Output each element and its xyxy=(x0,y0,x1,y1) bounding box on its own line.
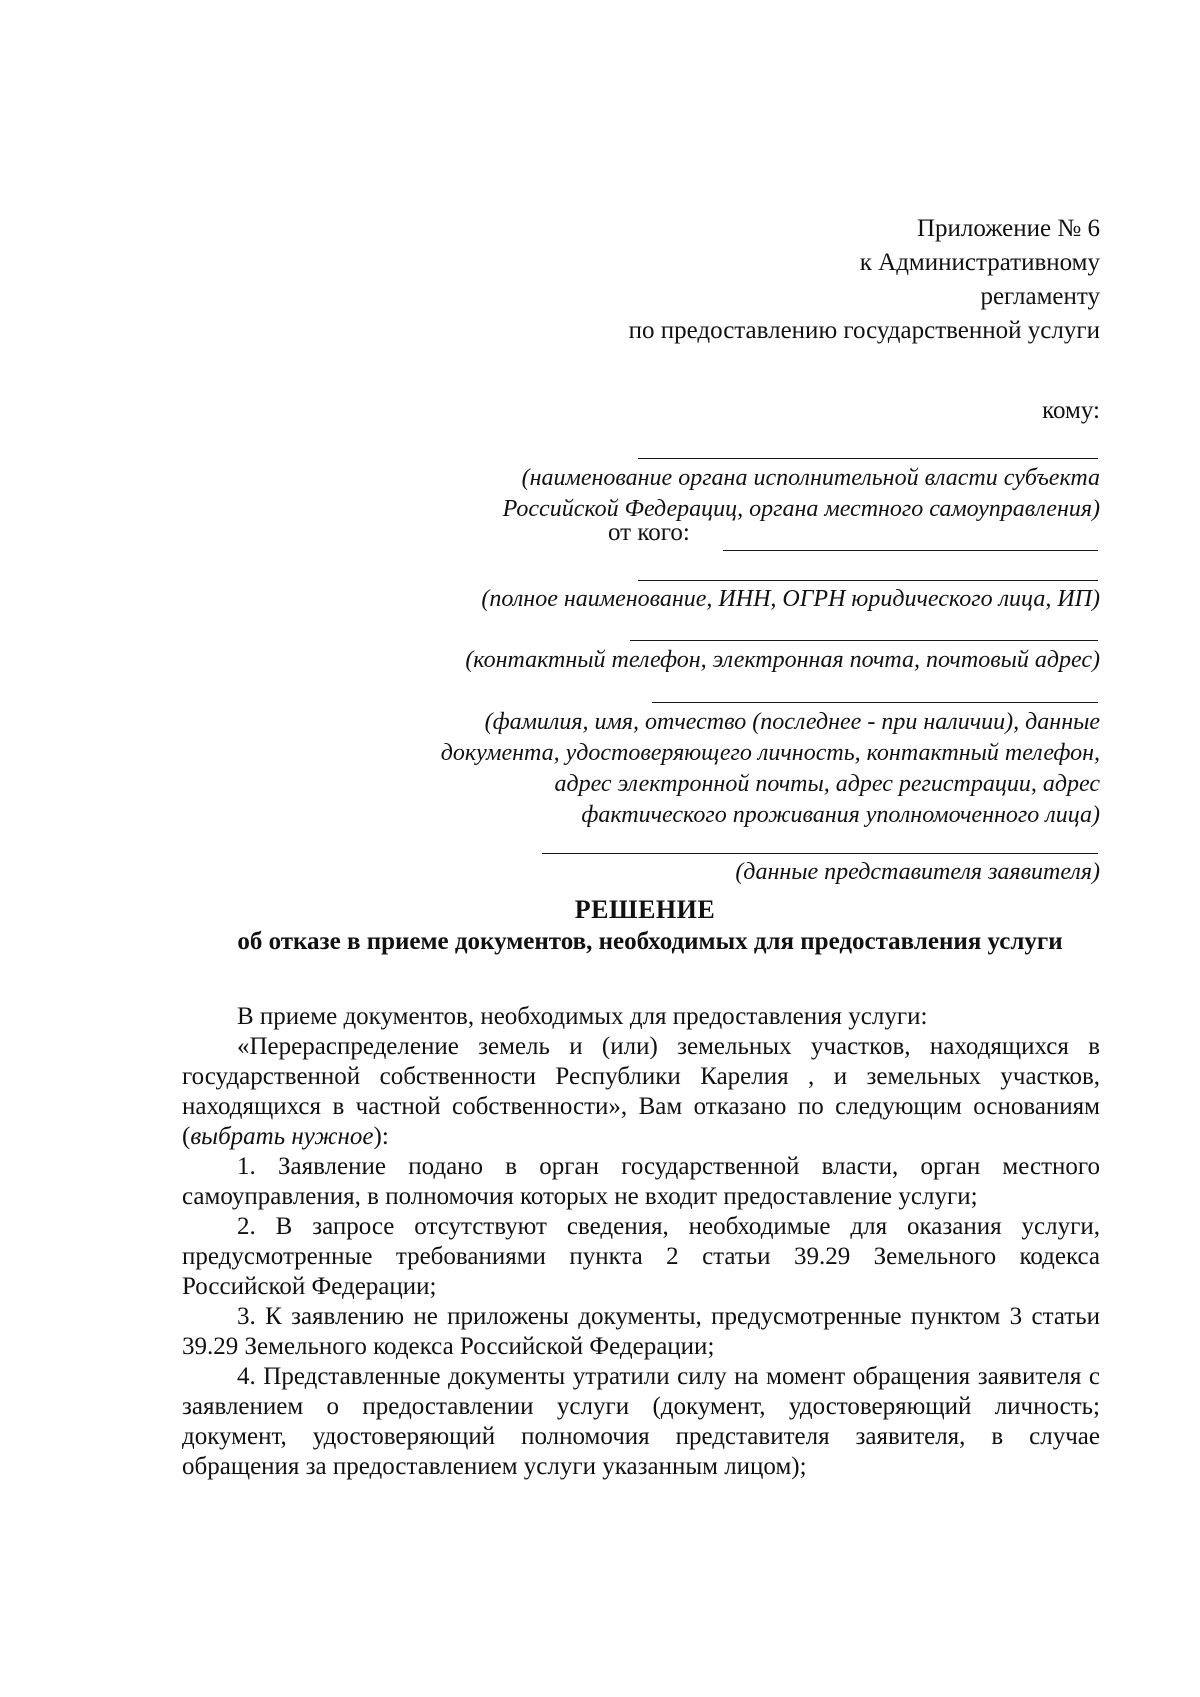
to-caption-line-2: Российской Федерациц, органа местного самоуправления) xyxy=(502,496,1100,522)
decision-body xyxy=(182,1002,1100,1482)
appendix-header xyxy=(540,212,1100,348)
person-caption-line-4: фактического проживания уполномоченного лица) xyxy=(581,802,1100,828)
person-blank-line xyxy=(652,702,1098,703)
reason-2: 2. В запросе отсутствуют сведения, необходимые для оказания услуги, предусмотренные требованиями пункта 2 статьи 39.29 Земельного кодекса Российской Федерации; xyxy=(182,1213,1100,1300)
reason-3: 3. К заявлению не приложены документы, предусмотренные пунктом 3 статьи 39.29 Земельного кодекса Российской Федерации; xyxy=(182,1303,1100,1360)
decision-subtitle: об отказе в приеме документов, необходимых для предоставления услуги xyxy=(237,928,1063,955)
contact-blank-line xyxy=(630,640,1098,641)
person-caption-line-2: документа, удостоверяющего личность, контактный телефон, xyxy=(440,740,1100,766)
from-caption-legal: (полное наименование, ИНН, ОГРН юридического лица, ИП) xyxy=(481,586,1100,612)
decision-title: РЕШЕНИЕ xyxy=(574,895,716,924)
from-blank-line-2 xyxy=(638,580,1098,581)
appendix-service: по предоставлению государственной услуги xyxy=(628,317,1100,344)
to-caption-line-1: (наименование органа исполнительной власти субъекта xyxy=(521,465,1100,491)
representative-blank-line xyxy=(542,853,1098,854)
appendix-number: Приложение № 6 xyxy=(916,215,1100,242)
appendix-regulation-2: регламенту xyxy=(980,283,1100,310)
choose-note: выбрать нужное xyxy=(190,1123,374,1150)
service-text: «Перераспределение земель и (или) земельных участков, находящихся в государственной собственности Республики Карелия , и земельных участков, находящихся в частной собственности», Вам отказано по следующим основаниям ( xyxy=(182,1033,1100,1150)
person-caption-line-1: (фамилия, имя, отчество (последнее - при наличии), данные xyxy=(484,709,1100,735)
from-caption-contact: (контактный телефон, электронная почта, почтовый адрес) xyxy=(465,647,1100,673)
appendix-regulation: к Административному xyxy=(859,249,1100,276)
intro-paragraph: В приеме документов, необходимых для предоставления услуги: xyxy=(237,1003,928,1030)
person-caption-line-3: адрес электронной почты, адрес регистрации, адрес xyxy=(554,771,1100,797)
service-end: ): xyxy=(373,1123,389,1150)
service-paragraph xyxy=(182,1032,1100,1152)
reason-4: 4. Представленные документы утратили силу на момент обращения заявителя с заявлением о предоставлении услуги (документ, удостоверяющий личность; документ, удостоверяющий полномочия представителя заявителя, в случае обращения за предоставлением услуги указанным лицом); xyxy=(182,1363,1100,1480)
from-blank-line xyxy=(723,550,1098,551)
to-caption xyxy=(503,463,1100,525)
from-caption-person xyxy=(441,707,1100,831)
reason-1: 1. Заявление подано в орган государственной власти, орган местного самоуправления, в полномочия которых не входит предоставление услуги; xyxy=(182,1153,1100,1210)
to-blank-line xyxy=(638,458,1098,459)
from-caption-representative: (данные представителя заявителя) xyxy=(735,859,1100,885)
to-label: кому: xyxy=(1042,397,1100,424)
from-label: от кого: xyxy=(608,519,690,546)
